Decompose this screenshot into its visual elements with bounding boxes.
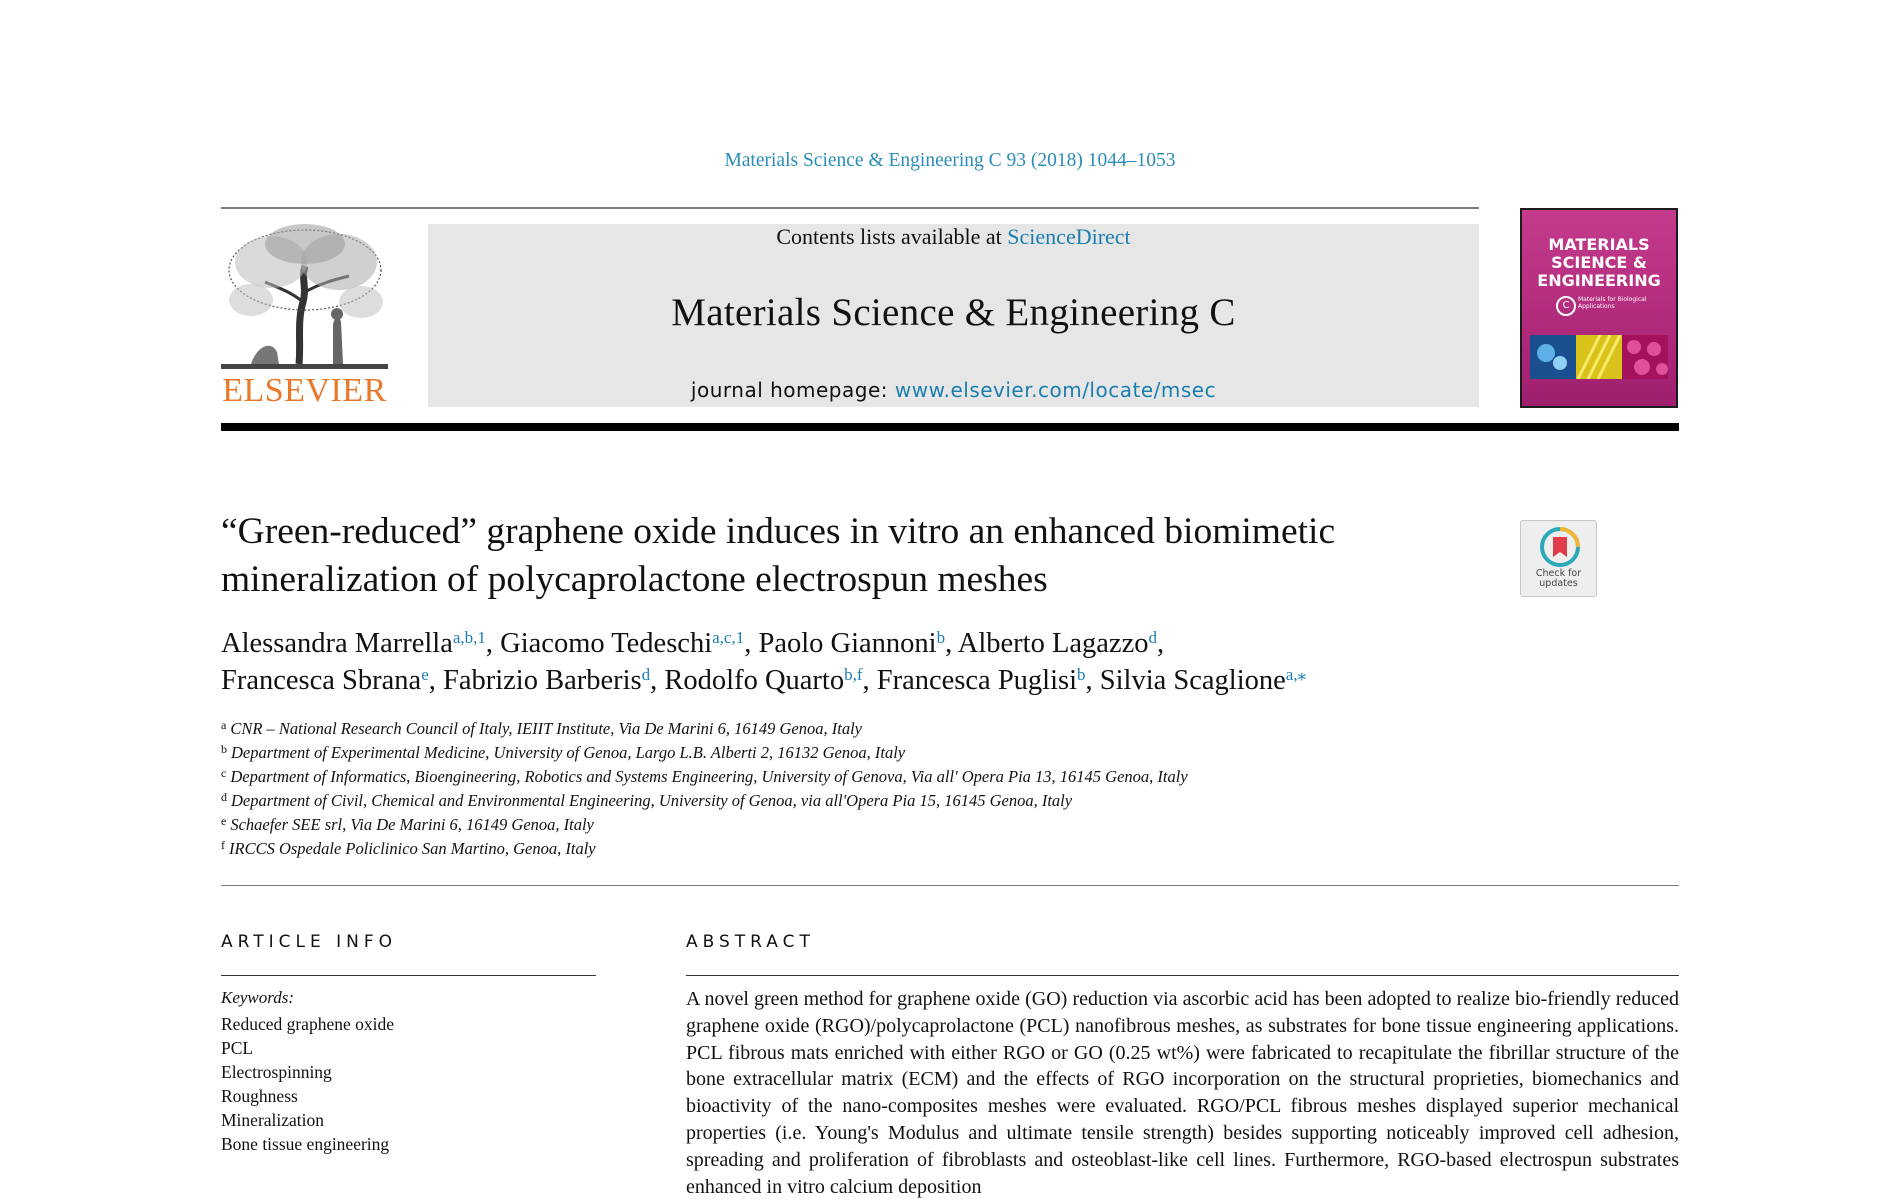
author-list xyxy=(221,625,1521,699)
journal-masthead xyxy=(428,224,1479,407)
author-name[interactable]: Paolo Giannoni xyxy=(758,628,937,659)
author-separator: , xyxy=(744,628,759,659)
elsevier-logo[interactable] xyxy=(221,222,388,410)
cover-section-badge: C xyxy=(1556,296,1576,316)
contents-line xyxy=(428,224,1479,250)
affiliation-row xyxy=(221,717,1521,741)
homepage-line xyxy=(428,378,1479,402)
author-name[interactable]: Giacomo Tedeschi xyxy=(500,628,713,659)
keyword-item: Electrospinning xyxy=(221,1062,332,1082)
author-name[interactable]: Alessandra Marrella xyxy=(221,628,453,659)
author-line xyxy=(221,662,1521,699)
affiliation-row xyxy=(221,813,1521,837)
elsevier-wordmark: ELSEVIER xyxy=(222,372,387,409)
author-separator: , xyxy=(862,665,877,696)
affiliation-list xyxy=(221,717,1521,861)
author-name[interactable]: Francesca Sbrana xyxy=(221,665,422,696)
affiliation-key: d xyxy=(221,790,227,804)
author-separator: , xyxy=(945,628,958,659)
author-affiliation-marker[interactable]: a,b,1 xyxy=(452,628,486,647)
affiliation-key: e xyxy=(221,814,227,828)
affiliation-text: Schaefer SEE srl, Via De Marini 6, 16149 Genoa, Italy xyxy=(230,815,594,834)
cover-title-line: SCIENCE & xyxy=(1551,253,1647,272)
section-divider xyxy=(221,885,1679,886)
author-line xyxy=(221,625,1521,662)
elsevier-tree-icon xyxy=(221,222,388,370)
journal-cover[interactable] xyxy=(1520,208,1678,408)
author-affiliation-marker[interactable]: d xyxy=(1148,628,1157,647)
author-name[interactable]: Silvia Scaglione xyxy=(1099,665,1286,696)
affiliation-row xyxy=(221,837,1521,861)
keyword-item: Mineralization xyxy=(221,1110,325,1130)
contents-prefix: Contents lists available at xyxy=(776,224,1008,249)
author-name[interactable]: Alberto Lagazzo xyxy=(957,628,1149,659)
affiliation-text: CNR – National Research Council of Italy, IEIIT Institute, Via De Marini 6, 16149 Genoa, Italy xyxy=(230,719,862,738)
keyword-item: Reduced graphene oxide xyxy=(221,1014,394,1034)
keywords-label: Keywords: xyxy=(221,988,295,1007)
crossmark-icon xyxy=(1540,527,1580,567)
cover-image-strip-icon xyxy=(1530,335,1668,379)
author-affiliation-marker[interactable]: b xyxy=(1077,665,1086,684)
abstract-heading: ABSTRACT xyxy=(686,932,815,952)
homepage-prefix: journal homepage: xyxy=(690,378,895,402)
crossmark-label: Check for updates xyxy=(1535,568,1582,589)
cover-title-line: ENGINEERING xyxy=(1537,271,1661,290)
author-separator: , xyxy=(428,665,443,696)
journal-name: Materials Science & Engineering C xyxy=(671,291,1236,334)
author-name[interactable]: Francesca Puglisi xyxy=(876,665,1078,696)
affiliation-key: b xyxy=(221,742,227,756)
keyword-item: Roughness xyxy=(221,1086,298,1106)
cover-title xyxy=(1522,236,1676,290)
author-name[interactable]: Rodolfo Quarto xyxy=(664,665,845,696)
sciencedirect-link[interactable]: ScienceDirect xyxy=(1007,224,1131,249)
affiliation-row xyxy=(221,789,1521,813)
masthead-bottom-rule xyxy=(221,423,1679,431)
author-affiliation-marker[interactable]: a,c,1 xyxy=(712,628,745,647)
affiliation-key: c xyxy=(221,766,227,780)
affiliation-key: f xyxy=(221,838,225,852)
journal-homepage-link[interactable]: www.elsevier.com/locate/msec xyxy=(894,378,1217,402)
author-name[interactable]: Fabrizio Barberis xyxy=(443,665,642,696)
author-affiliation-marker[interactable]: e xyxy=(421,665,429,684)
top-divider xyxy=(221,207,1479,209)
article-info-heading: ARTICLE INFO xyxy=(221,932,397,952)
article-info-rule xyxy=(221,975,596,976)
author-affiliation-marker[interactable]: b xyxy=(936,628,946,647)
author-separator: , xyxy=(1156,628,1165,659)
affiliation-text: Department of Civil, Chemical and Environmental Engineering, University of Genoa, via all'Opera Pia 15, 16145 Genoa, Italy xyxy=(231,791,1073,810)
author-separator: , xyxy=(1085,665,1100,696)
paper-title: “Green-reduced” graphene oxide induces in vitro an enhanced biomimetic mineralization of polycaprolactone electrospun meshes xyxy=(221,511,1336,600)
keywords-list xyxy=(221,1012,394,1156)
affiliation-row xyxy=(221,765,1521,789)
author-affiliation-marker[interactable]: b,f xyxy=(844,665,863,684)
affiliation-text: IRCCS Ospedale Policlinico San Martino, Genoa, Italy xyxy=(229,839,596,858)
author-affiliation-marker[interactable]: a,⁎ xyxy=(1285,665,1307,684)
cover-subtitle: Materials for Biological Applications xyxy=(1578,296,1647,310)
affiliation-text: Department of Informatics, Bioengineering, Robotics and Systems Engineering, University of Genova, Via all' Opera Pia 13, 16145 Genoa, Italy xyxy=(230,767,1188,786)
abstract-body: A novel green method for graphene oxide (GO) reduction via ascorbic acid has been adopted to realize bio-friendly reduced graphene oxide (RGO)/polycaprolactone (PCL) nanofibrous meshes, as substrates for bone tissue engineering applications. PCL fibrous mats enriched with either RGO or GO (0.25 wt%) were fabricated to recapitulate the fibrillar structure of the bone extracellular matrix (ECM) and the effects of RGO incorporation on the structural proprieties, biomechanics and bioactivity of the nano-composites meshes were evaluated. RGO/PCL fibrous meshes displayed superior mechanical properties (i.e. Young's Modulus and ultimate tensile strength) besides supporting noticeably improved cell adhesion, spreading and proliferation of fibroblasts and osteoblast-like cell lines. Furthermore, RGO-based electrospun substrates enhanced in vitro calcium deposition xyxy=(686,988,1679,1198)
journal-citation[interactable]: Materials Science & Engineering C 93 (2018) 1044–1053 xyxy=(724,150,1176,171)
abstract-rule xyxy=(686,975,1679,976)
cover-title-line: MATERIALS xyxy=(1548,235,1650,254)
check-for-updates-button[interactable] xyxy=(1520,520,1597,597)
affiliation-key: a xyxy=(221,718,227,732)
keyword-item: Bone tissue engineering xyxy=(221,1134,390,1154)
affiliation-row xyxy=(221,741,1521,765)
author-separator: , xyxy=(485,628,501,659)
keyword-item: PCL xyxy=(221,1038,254,1058)
affiliation-text: Department of Experimental Medicine, University of Genoa, Largo L.B. Alberti 2, 16132 Genoa, Italy xyxy=(231,743,906,762)
author-separator: , xyxy=(650,665,665,696)
author-affiliation-marker[interactable]: d xyxy=(641,665,651,684)
